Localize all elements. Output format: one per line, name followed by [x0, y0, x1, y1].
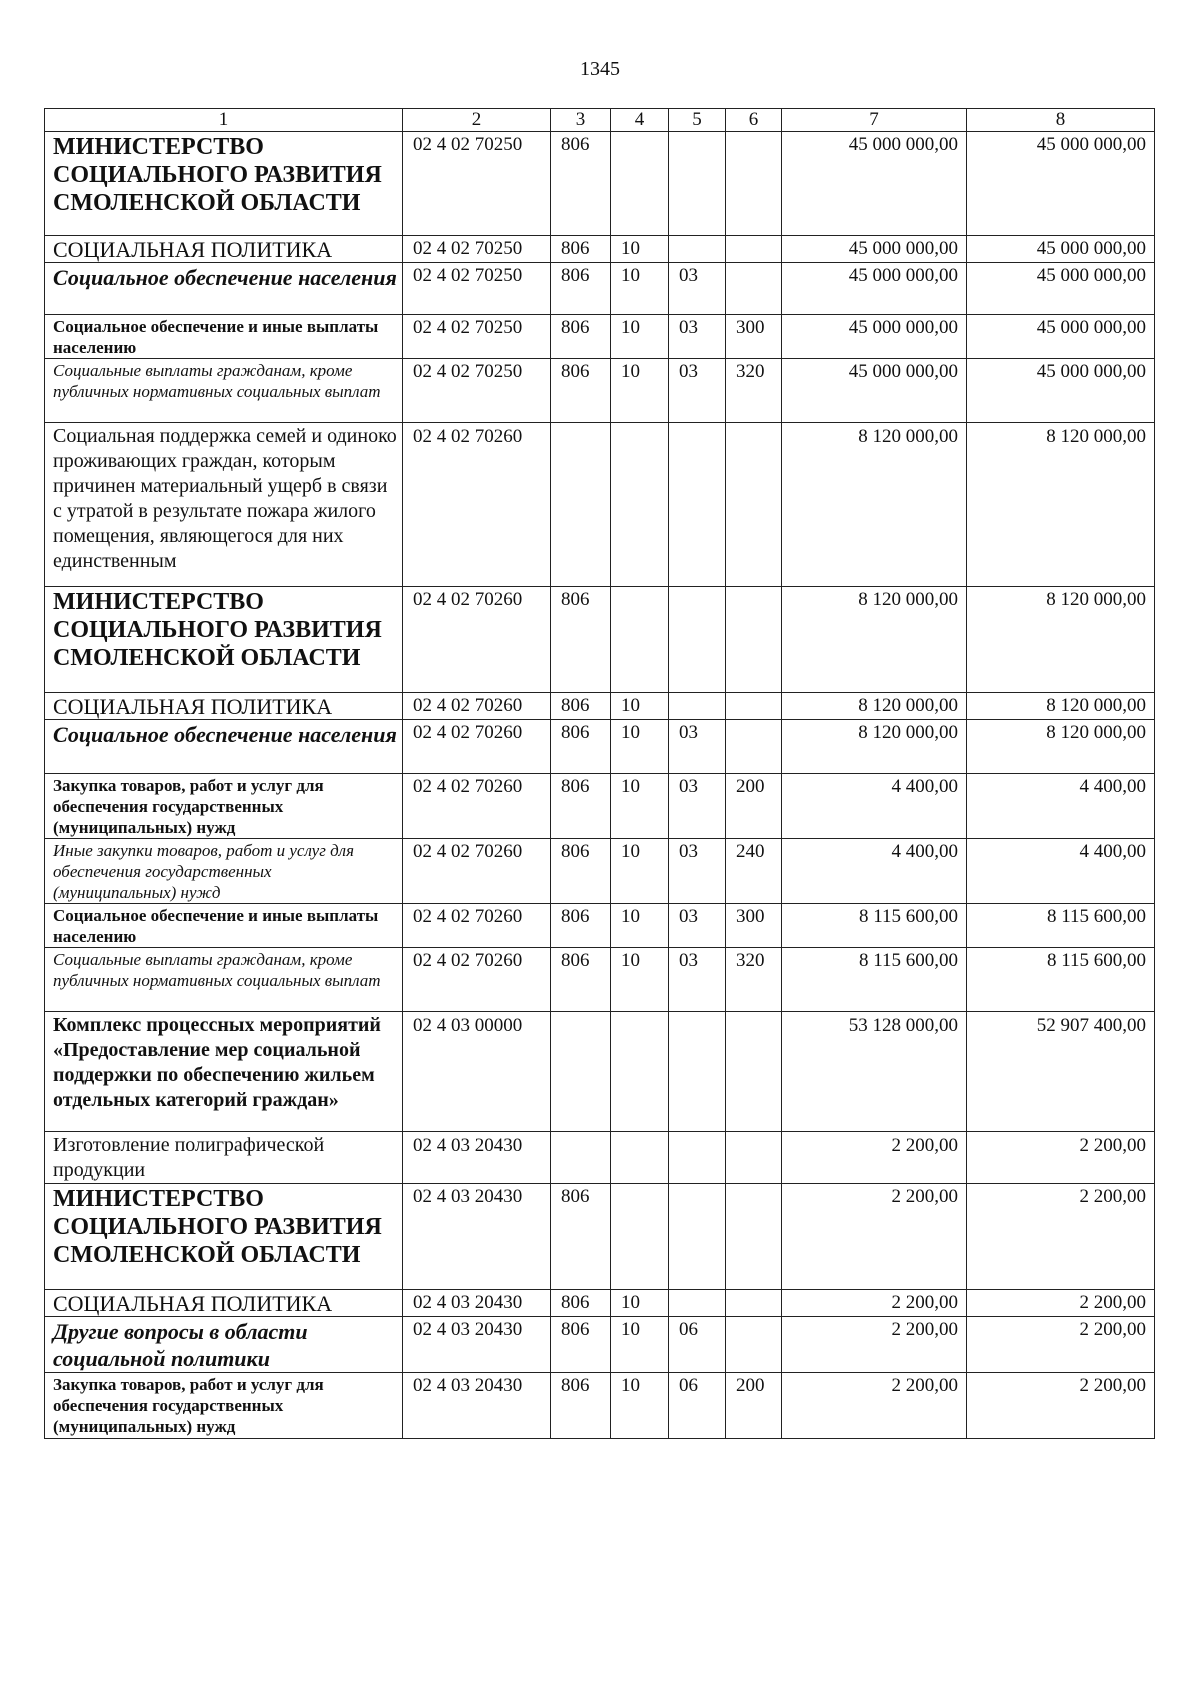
- amount-year1-cell: 45 000 000,00: [782, 263, 967, 315]
- table-row: [45, 1317, 1155, 1373]
- header-col-2: 2: [403, 109, 551, 132]
- amount-year2-cell: 4 400,00: [967, 839, 1155, 904]
- section-code-cell: 10: [611, 236, 669, 263]
- amount-year1-cell: 8 120 000,00: [782, 720, 967, 774]
- amount-year2-cell: 8 120 000,00: [967, 587, 1155, 693]
- expense-type-cell: [726, 1317, 782, 1373]
- row-name-cell: Социальные выплаты гражданам, кроме публичных нормативных социальных выплат: [45, 948, 403, 1012]
- row-name-cell: МИНИСТЕРСТВО СОЦИАЛЬНОГО РАЗВИТИЯ СМОЛЕНСКОЙ ОБЛАСТИ: [45, 587, 403, 693]
- section-code-cell: 10: [611, 1373, 669, 1439]
- section-code-cell: [611, 1132, 669, 1184]
- amount-year2-cell: 2 200,00: [967, 1317, 1155, 1373]
- expense-type-cell: [726, 263, 782, 315]
- amount-year1-cell: 2 200,00: [782, 1373, 967, 1439]
- amount-year1-cell: 4 400,00: [782, 774, 967, 839]
- row-name-cell: Социальные выплаты гражданам, кроме публичных нормативных социальных выплат: [45, 359, 403, 423]
- row-name-cell: Социальное обеспечение и иные выплаты населению: [45, 904, 403, 948]
- subsection-code-cell: 03: [669, 720, 726, 774]
- amount-year1-cell: 2 200,00: [782, 1132, 967, 1184]
- target-code-cell: 02 4 02 70260: [403, 423, 551, 587]
- subsection-code-cell: 03: [669, 774, 726, 839]
- subsection-code-cell: [669, 236, 726, 263]
- row-name-cell: Закупка товаров, работ и услуг для обеспечения государственных (муниципальных) нужд: [45, 774, 403, 839]
- amount-year1-cell: 45 000 000,00: [782, 132, 967, 236]
- amount-year2-cell: 45 000 000,00: [967, 132, 1155, 236]
- expense-type-cell: [726, 1184, 782, 1290]
- expense-type-cell: [726, 1012, 782, 1132]
- ministry-code-cell: 806: [551, 948, 611, 1012]
- subsection-code-cell: [669, 1184, 726, 1290]
- target-code-cell: 02 4 02 70260: [403, 720, 551, 774]
- amount-year1-cell: 53 128 000,00: [782, 1012, 967, 1132]
- ministry-code-cell: 806: [551, 1184, 611, 1290]
- section-code-cell: 10: [611, 1317, 669, 1373]
- amount-year1-cell: 45 000 000,00: [782, 236, 967, 263]
- subsection-code-cell: [669, 132, 726, 236]
- expense-type-cell: [726, 720, 782, 774]
- section-code-cell: [611, 1012, 669, 1132]
- row-name-cell: Комплекс процессных мероприятий «Предоставление мер социальной поддержки по обеспечению жильем отдельных категорий граждан»: [45, 1012, 403, 1132]
- expense-type-cell: [726, 1132, 782, 1184]
- header-col-8: 8: [967, 109, 1155, 132]
- target-code-cell: 02 4 03 20430: [403, 1132, 551, 1184]
- target-code-cell: 02 4 03 20430: [403, 1184, 551, 1290]
- subsection-code-cell: [669, 1290, 726, 1317]
- amount-year1-cell: 2 200,00: [782, 1290, 967, 1317]
- amount-year2-cell: 8 120 000,00: [967, 720, 1155, 774]
- section-code-cell: [611, 132, 669, 236]
- amount-year1-cell: 8 120 000,00: [782, 693, 967, 720]
- table-row: [45, 263, 1155, 315]
- ministry-code-cell: [551, 423, 611, 587]
- ministry-code-cell: 806: [551, 839, 611, 904]
- header-col-5: 5: [669, 109, 726, 132]
- amount-year1-cell: 45 000 000,00: [782, 359, 967, 423]
- ministry-code-cell: 806: [551, 774, 611, 839]
- section-code-cell: 10: [611, 948, 669, 1012]
- row-name-cell: Закупка товаров, работ и услуг для обеспечения государственных (муниципальных) нужд: [45, 1373, 403, 1439]
- ministry-code-cell: 806: [551, 236, 611, 263]
- row-name-cell: МИНИСТЕРСТВО СОЦИАЛЬНОГО РАЗВИТИЯ СМОЛЕНСКОЙ ОБЛАСТИ: [45, 132, 403, 236]
- amount-year2-cell: 8 115 600,00: [967, 904, 1155, 948]
- amount-year2-cell: 45 000 000,00: [967, 263, 1155, 315]
- amount-year2-cell: 2 200,00: [967, 1373, 1155, 1439]
- expense-type-cell: [726, 1290, 782, 1317]
- table-body: [45, 132, 1155, 1439]
- row-name-cell: СОЦИАЛЬНАЯ ПОЛИТИКА: [45, 693, 403, 720]
- section-code-cell: [611, 1184, 669, 1290]
- row-name-cell: Социальная поддержка семей и одиноко проживающих граждан, которым причинен материальный ущерб в связи с утратой в результате пожара жилого помещения, являющегося для них единственным: [45, 423, 403, 587]
- header-col-6: 6: [726, 109, 782, 132]
- ministry-code-cell: 806: [551, 315, 611, 359]
- table-row: [45, 948, 1155, 1012]
- amount-year2-cell: 8 115 600,00: [967, 948, 1155, 1012]
- amount-year2-cell: 8 120 000,00: [967, 693, 1155, 720]
- ministry-code-cell: 806: [551, 359, 611, 423]
- ministry-code-cell: 806: [551, 1373, 611, 1439]
- subsection-code-cell: [669, 1012, 726, 1132]
- subsection-code-cell: [669, 423, 726, 587]
- table-row: [45, 587, 1155, 693]
- section-code-cell: 10: [611, 720, 669, 774]
- section-code-cell: [611, 587, 669, 693]
- section-code-cell: 10: [611, 315, 669, 359]
- amount-year1-cell: 8 120 000,00: [782, 587, 967, 693]
- subsection-code-cell: [669, 693, 726, 720]
- header-col-1: 1: [45, 109, 403, 132]
- amount-year2-cell: 2 200,00: [967, 1290, 1155, 1317]
- table-row: [45, 720, 1155, 774]
- target-code-cell: 02 4 03 20430: [403, 1290, 551, 1317]
- amount-year1-cell: 2 200,00: [782, 1184, 967, 1290]
- header-row: [45, 109, 1155, 132]
- amount-year2-cell: 45 000 000,00: [967, 359, 1155, 423]
- table-row: [45, 423, 1155, 587]
- target-code-cell: 02 4 03 20430: [403, 1317, 551, 1373]
- target-code-cell: 02 4 02 70250: [403, 263, 551, 315]
- table-row: [45, 236, 1155, 263]
- target-code-cell: 02 4 02 70250: [403, 359, 551, 423]
- table-row: [45, 774, 1155, 839]
- amount-year2-cell: 2 200,00: [967, 1132, 1155, 1184]
- header-col-4: 4: [611, 109, 669, 132]
- expense-type-cell: [726, 423, 782, 587]
- expense-type-cell: 200: [726, 1373, 782, 1439]
- amount-year1-cell: 8 115 600,00: [782, 904, 967, 948]
- target-code-cell: 02 4 02 70260: [403, 839, 551, 904]
- table-header: [45, 109, 1155, 132]
- table-row: [45, 839, 1155, 904]
- table-row: [45, 1373, 1155, 1439]
- amount-year2-cell: 4 400,00: [967, 774, 1155, 839]
- ministry-code-cell: [551, 1132, 611, 1184]
- section-code-cell: 10: [611, 693, 669, 720]
- table-row: [45, 315, 1155, 359]
- expense-type-cell: 300: [726, 904, 782, 948]
- table-row: [45, 693, 1155, 720]
- table-row: [45, 1012, 1155, 1132]
- amount-year2-cell: 2 200,00: [967, 1184, 1155, 1290]
- ministry-code-cell: 806: [551, 1317, 611, 1373]
- subsection-code-cell: 03: [669, 359, 726, 423]
- expense-type-cell: 320: [726, 359, 782, 423]
- expense-type-cell: [726, 132, 782, 236]
- amount-year2-cell: 8 120 000,00: [967, 423, 1155, 587]
- subsection-code-cell: 06: [669, 1317, 726, 1373]
- subsection-code-cell: 03: [669, 839, 726, 904]
- target-code-cell: 02 4 02 70260: [403, 774, 551, 839]
- ministry-code-cell: 806: [551, 904, 611, 948]
- table-row: [45, 1290, 1155, 1317]
- ministry-code-cell: 806: [551, 132, 611, 236]
- target-code-cell: 02 4 02 70250: [403, 236, 551, 263]
- table-row: [45, 904, 1155, 948]
- target-code-cell: 02 4 02 70250: [403, 315, 551, 359]
- section-code-cell: 10: [611, 774, 669, 839]
- subsection-code-cell: [669, 587, 726, 693]
- row-name-cell: СОЦИАЛЬНАЯ ПОЛИТИКА: [45, 1290, 403, 1317]
- row-name-cell: СОЦИАЛЬНАЯ ПОЛИТИКА: [45, 236, 403, 263]
- expense-type-cell: 300: [726, 315, 782, 359]
- row-name-cell: Изготовление полиграфической продукции: [45, 1132, 403, 1184]
- subsection-code-cell: 06: [669, 1373, 726, 1439]
- expense-type-cell: 240: [726, 839, 782, 904]
- section-code-cell: 10: [611, 1290, 669, 1317]
- table-row: [45, 1132, 1155, 1184]
- page-number: 1345: [580, 58, 620, 80]
- ministry-code-cell: 806: [551, 693, 611, 720]
- amount-year1-cell: 8 115 600,00: [782, 948, 967, 1012]
- target-code-cell: 02 4 02 70260: [403, 948, 551, 1012]
- section-code-cell: 10: [611, 839, 669, 904]
- table-row: [45, 1184, 1155, 1290]
- target-code-cell: 02 4 02 70260: [403, 587, 551, 693]
- expense-type-cell: [726, 236, 782, 263]
- section-code-cell: 10: [611, 263, 669, 315]
- target-code-cell: 02 4 03 00000: [403, 1012, 551, 1132]
- row-name-cell: Другие вопросы в области социальной политики: [45, 1317, 403, 1373]
- amount-year1-cell: 4 400,00: [782, 839, 967, 904]
- budget-table: [44, 108, 1155, 1439]
- ministry-code-cell: [551, 1012, 611, 1132]
- section-code-cell: 10: [611, 904, 669, 948]
- ministry-code-cell: 806: [551, 587, 611, 693]
- subsection-code-cell: 03: [669, 263, 726, 315]
- budget-table-container: [44, 108, 1155, 1439]
- amount-year2-cell: 45 000 000,00: [967, 236, 1155, 263]
- section-code-cell: [611, 423, 669, 587]
- ministry-code-cell: 806: [551, 1290, 611, 1317]
- expense-type-cell: [726, 693, 782, 720]
- header-col-3: 3: [551, 109, 611, 132]
- row-name-cell: Социальное обеспечение населения: [45, 263, 403, 315]
- target-code-cell: 02 4 02 70260: [403, 693, 551, 720]
- header-col-7: 7: [782, 109, 967, 132]
- expense-type-cell: [726, 587, 782, 693]
- ministry-code-cell: 806: [551, 263, 611, 315]
- section-code-cell: 10: [611, 359, 669, 423]
- subsection-code-cell: 03: [669, 948, 726, 1012]
- expense-type-cell: 320: [726, 948, 782, 1012]
- amount-year1-cell: 45 000 000,00: [782, 315, 967, 359]
- subsection-code-cell: [669, 1132, 726, 1184]
- amount-year1-cell: 2 200,00: [782, 1317, 967, 1373]
- target-code-cell: 02 4 02 70260: [403, 904, 551, 948]
- row-name-cell: Иные закупки товаров, работ и услуг для обеспечения государственных (муниципальных) нужд: [45, 839, 403, 904]
- subsection-code-cell: 03: [669, 904, 726, 948]
- table-row: [45, 132, 1155, 236]
- table-row: [45, 359, 1155, 423]
- row-name-cell: Социальное обеспечение населения: [45, 720, 403, 774]
- subsection-code-cell: 03: [669, 315, 726, 359]
- expense-type-cell: 200: [726, 774, 782, 839]
- target-code-cell: 02 4 03 20430: [403, 1373, 551, 1439]
- row-name-cell: МИНИСТЕРСТВО СОЦИАЛЬНОГО РАЗВИТИЯ СМОЛЕНСКОЙ ОБЛАСТИ: [45, 1184, 403, 1290]
- amount-year2-cell: 52 907 400,00: [967, 1012, 1155, 1132]
- ministry-code-cell: 806: [551, 720, 611, 774]
- row-name-cell: Социальное обеспечение и иные выплаты населению: [45, 315, 403, 359]
- amount-year1-cell: 8 120 000,00: [782, 423, 967, 587]
- target-code-cell: 02 4 02 70250: [403, 132, 551, 236]
- amount-year2-cell: 45 000 000,00: [967, 315, 1155, 359]
